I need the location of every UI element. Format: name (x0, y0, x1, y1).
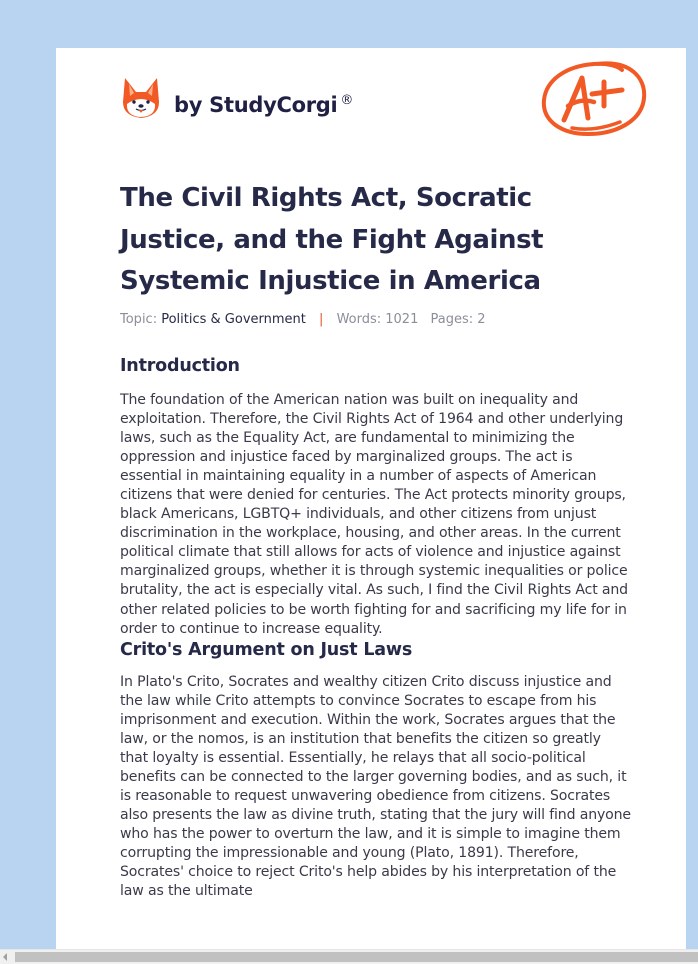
scrollbar-thumb[interactable] (15, 952, 698, 962)
paragraph: In Plato's Crito, Socrates and wealthy citizen Crito discuss injustice and the law while Crito attempts to convince Socrates to escape from his imprisonment and execution. Within the work, Socrates argues that the law, or the nomos, is an institution that benefits the citizen so greatly that loyalty is essential. Essentially, he relays that all socio-political benefits can be connected to the larger governing bodies, and as such, it is reasonable to request unwavering obedience from citizens. Socrates also presents the law as divine truth, stating that the jury will find anyone who has the power to overturn the law, and it is simple to imagine them corrupting the impressionable and young (Plato, 1891). Therefore, Socrates' choice to reject Crito's help abides by his interpretation of the law as the ultimate (120, 673, 631, 900)
document-body (120, 353, 632, 901)
document-meta (120, 312, 486, 327)
registered-mark: ® (340, 93, 354, 108)
corgi-logo-icon (122, 76, 160, 120)
brand-name: by StudyCorgi ® (174, 93, 354, 117)
document-title: The Civil Rights Act, Socratic Justice, and the Fight Against Systemic Injustice in America (120, 183, 544, 296)
paragraph: The foundation of the American nation was built on inequality and exploitation. Therefore, the Civil Rights Act of 1964 and other underlying laws, such as the Equality Act, are fundamental to minimizing the oppression and injustice faced by marginalized groups. The act is essential in maintaining equality in a number of aspects of American citizens that were denied for centuries. The Act protects minority groups, black Americans, LGBTQ+ individuals, and other citizens from unjust discrimination in the workplace, housing, and other areas. In the current political climate that still allows for acts of violence and injustice against marginalized groups, whether it is through systemic inequalities or police brutality, the act is especially vital. As such, I find the Civil Rights Act and other related policies to be worth fighting for and sacrificing my life for in order to continue to increase equality. (120, 392, 628, 637)
meta-separator: | (319, 312, 324, 327)
a-plus-grade-icon (538, 58, 648, 140)
topic-link[interactable]: Politics & Government (161, 312, 306, 327)
section-heading-introduction: Introduction (120, 356, 240, 376)
word-count: Words: 1021 (336, 312, 419, 327)
document-card (56, 48, 686, 949)
topic-label: Topic: (120, 312, 158, 327)
page-count: Pages: 2 (430, 312, 486, 327)
studycorgi-logo[interactable] (122, 76, 353, 120)
section-heading-crito: Crito's Argument on Just Laws (120, 639, 413, 660)
horizontal-scrollbar[interactable] (0, 949, 698, 964)
scroll-left-arrow-icon[interactable] (3, 953, 7, 961)
